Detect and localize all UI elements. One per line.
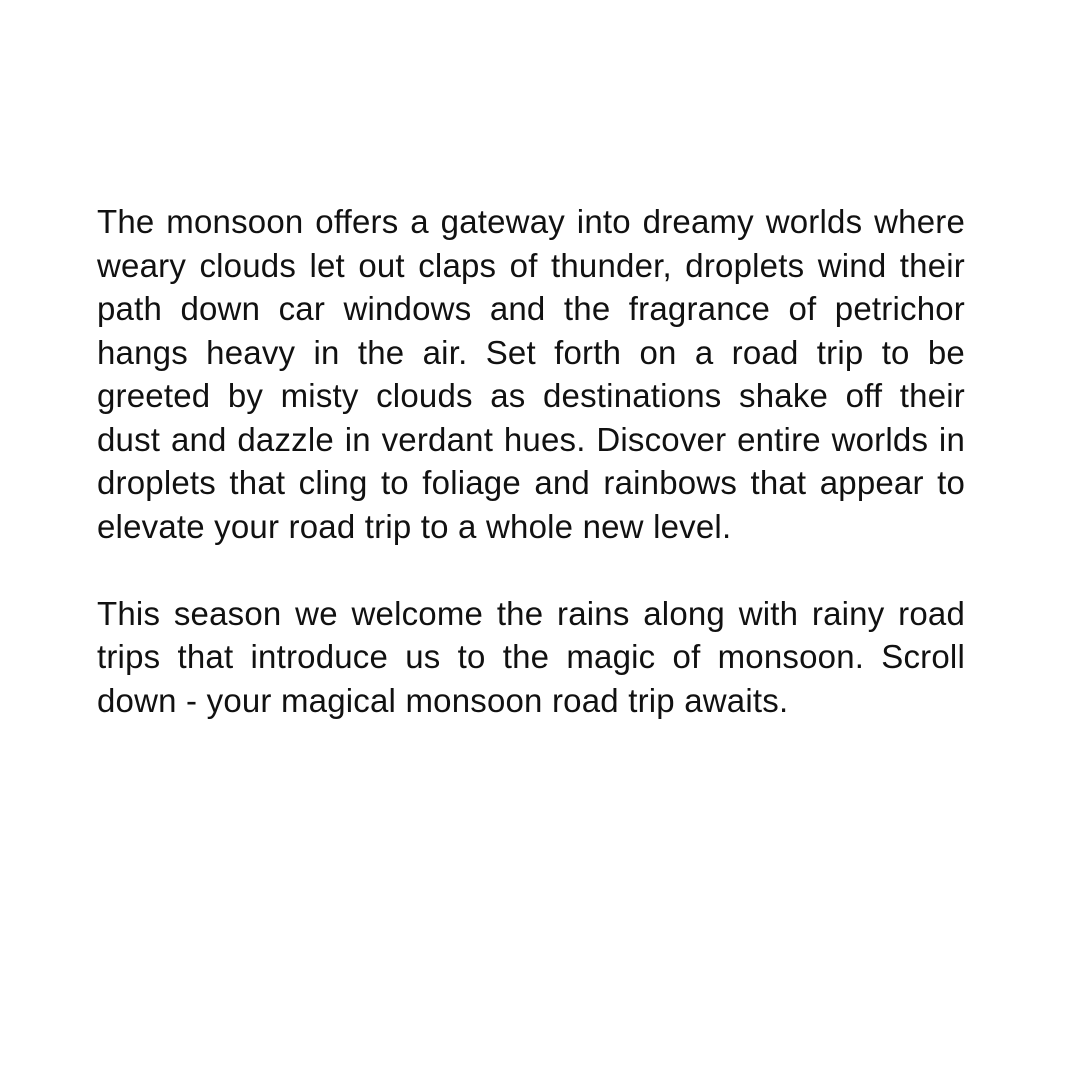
closing-paragraph: This season we welcome the rains along with rainy road trips that introduce us to the magic of monsoon. Scroll down - your magical monsoon road trip awaits. [97,594,965,719]
article-body [97,200,965,722]
intro-paragraph: The monsoon offers a gateway into dreamy worlds where weary clouds let out claps of thunder, droplets wind their path down car windows and the fragrance of petrichor hangs heavy in the air. Set forth on a road trip to be greeted by misty clouds as destinations shake off their dust and dazzle in verdant hues. Discover entire worlds in droplets that cling to foliage and rainbows that appear to elevate your road trip to a whole new level. [97,203,965,545]
